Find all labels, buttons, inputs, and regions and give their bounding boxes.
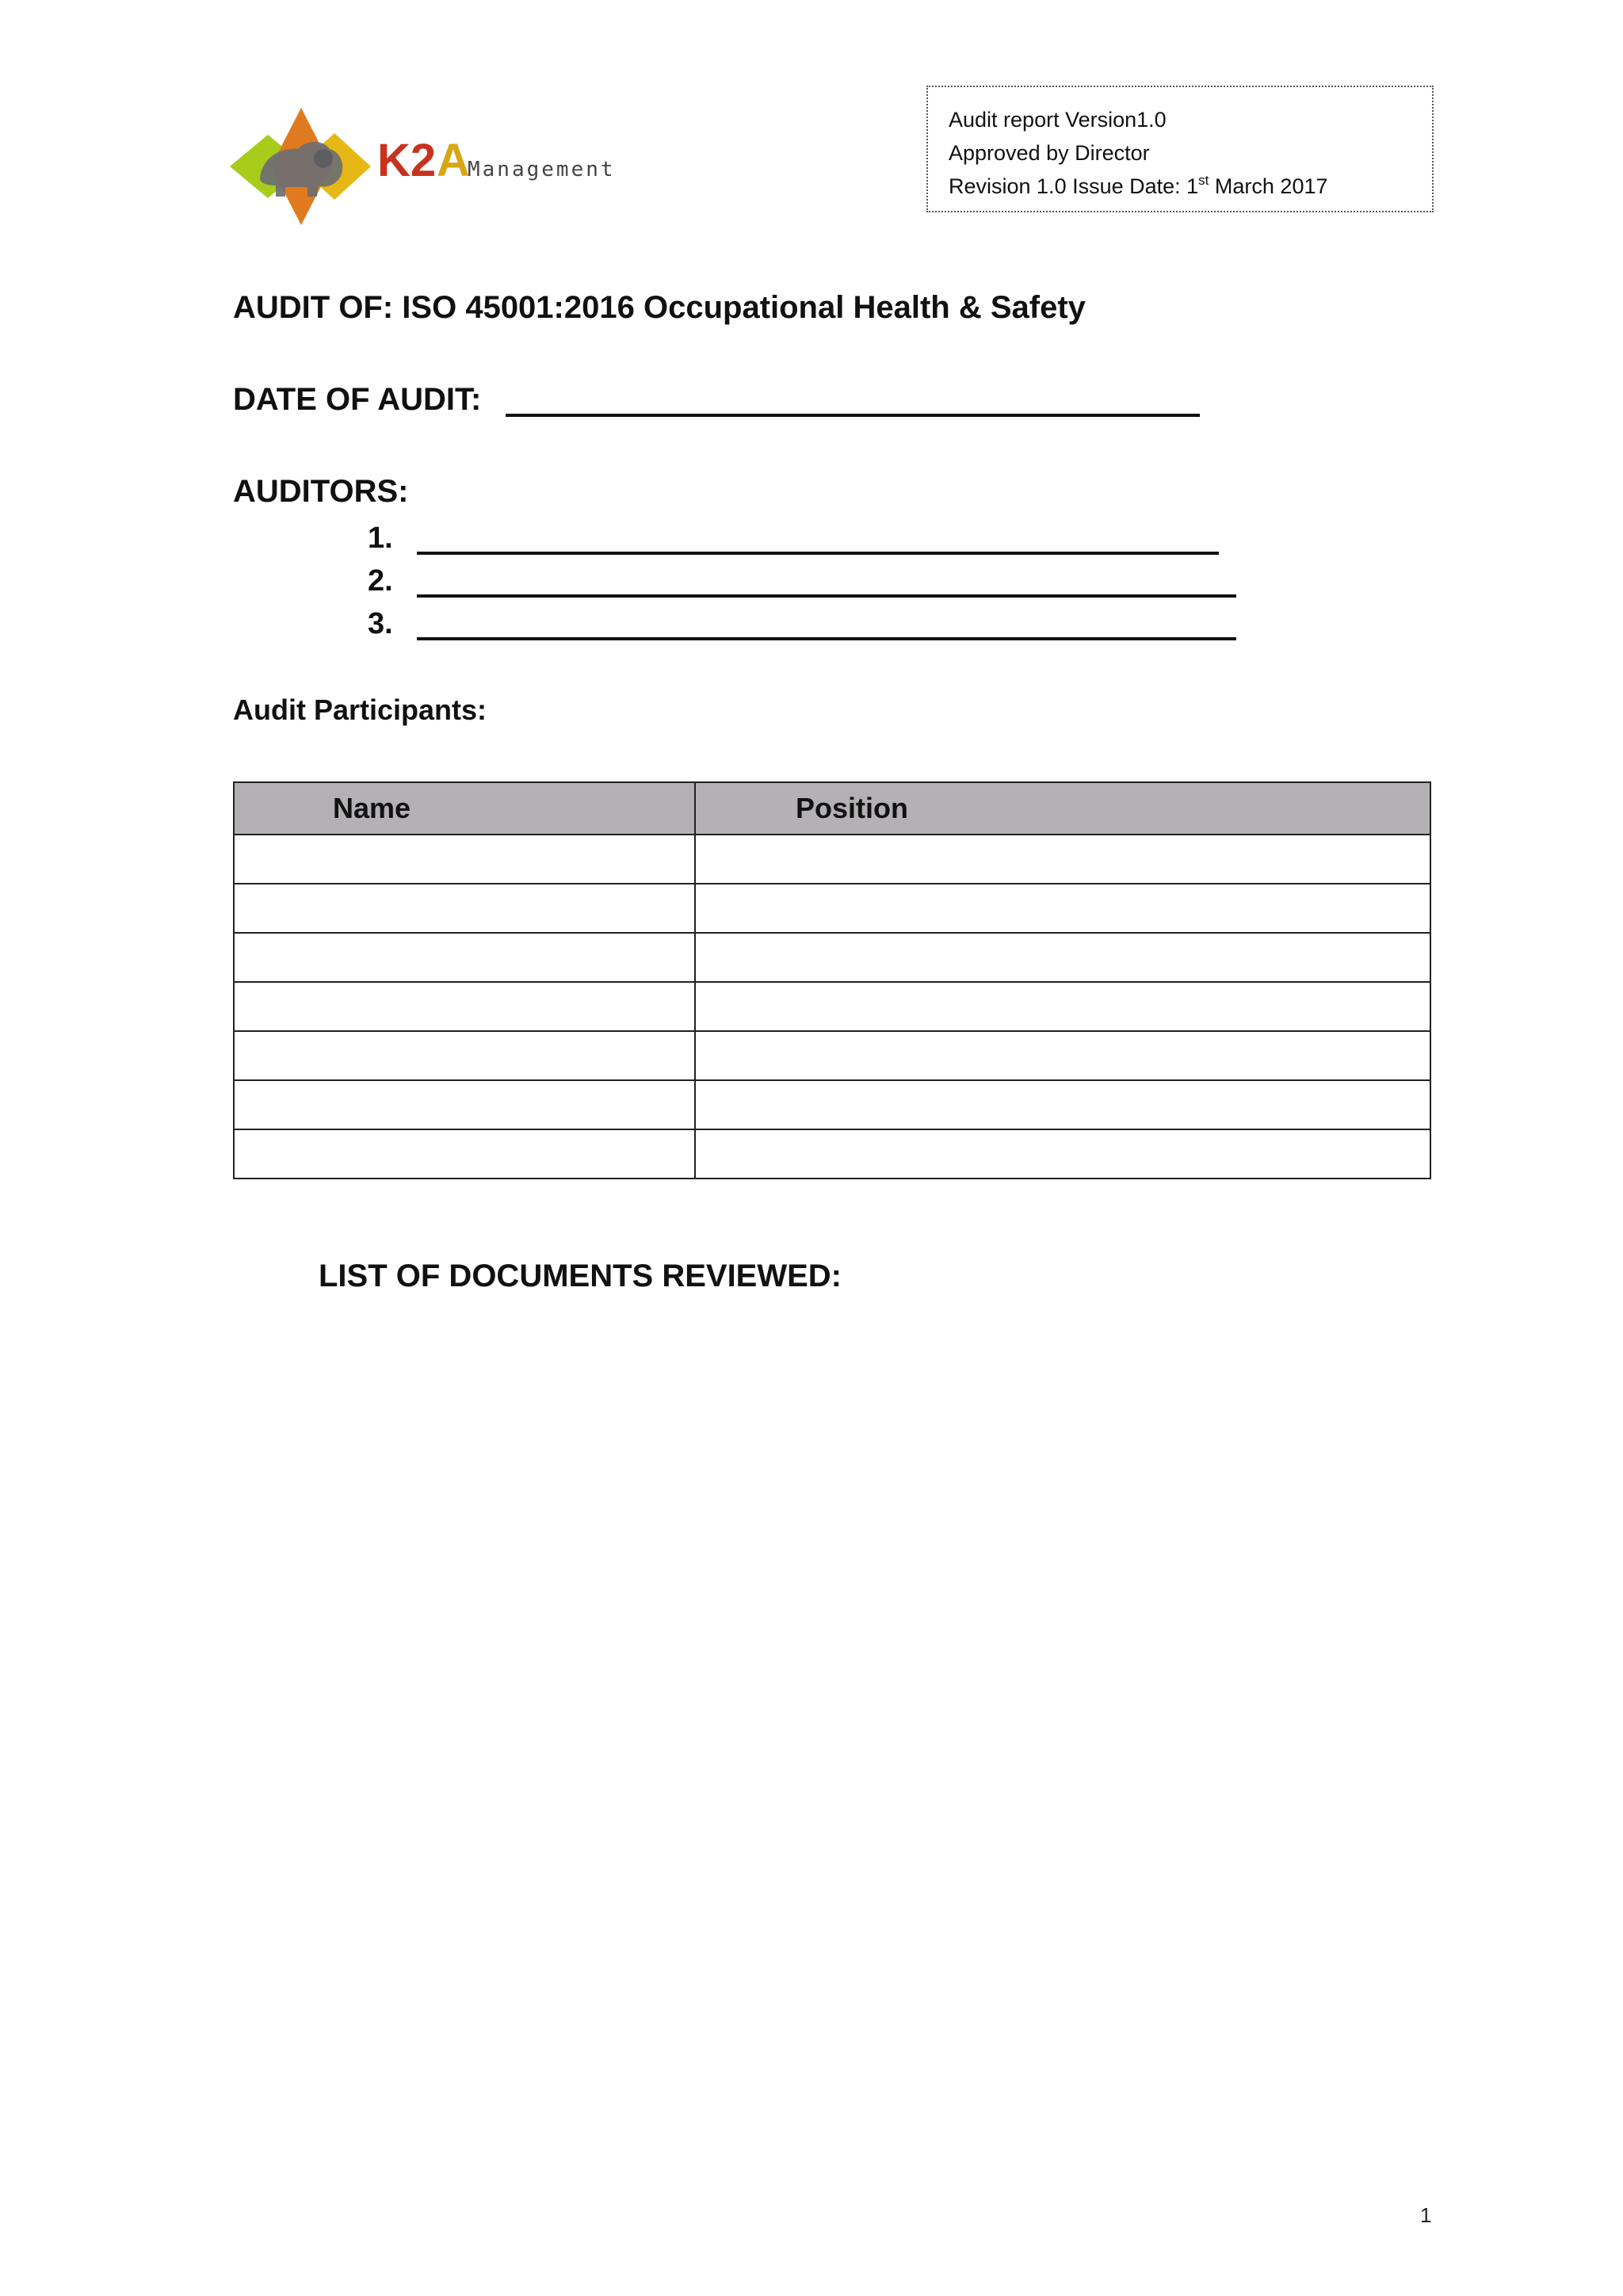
table-row — [234, 982, 1430, 1031]
auditor-number: 1. — [368, 521, 393, 555]
date-of-audit-label: DATE OF AUDIT: — [233, 382, 482, 417]
audit-title: AUDIT OF: ISO 45001:2016 Occupational Health & Safety — [233, 290, 1086, 325]
k2a-logo — [230, 103, 642, 230]
name-cell[interactable] — [234, 982, 695, 1031]
position-cell[interactable] — [695, 1031, 1430, 1080]
table-header-row — [234, 782, 1430, 835]
revision-line: Revision 1.0 Issue Date: 1st March 2017 — [949, 173, 1328, 198]
table-row — [234, 884, 1430, 933]
auditor-number: 2. — [368, 564, 393, 598]
k2a-logo-graphic — [230, 103, 642, 230]
audit-participants-label: Audit Participants: — [233, 693, 487, 726]
position-cell[interactable] — [695, 933, 1430, 982]
position-cell[interactable] — [695, 982, 1430, 1031]
name-cell[interactable] — [234, 884, 695, 933]
page-number: 1 — [1420, 2203, 1432, 2227]
svg-text:Management: Management — [468, 158, 616, 181]
table-row — [234, 1129, 1430, 1179]
position-cell[interactable] — [695, 1080, 1430, 1129]
document-control-box — [926, 86, 1434, 212]
date-of-audit-field[interactable] — [506, 414, 1200, 417]
position-cell[interactable] — [695, 884, 1430, 933]
position-column-header: Position — [695, 782, 1430, 835]
table-row — [234, 835, 1430, 884]
auditor-3-field[interactable] — [417, 637, 1236, 640]
table-row — [234, 933, 1430, 982]
participants-table — [233, 781, 1431, 1179]
name-cell[interactable] — [234, 835, 695, 884]
documents-reviewed-label: LIST OF DOCUMENTS REVIEWED: — [319, 1259, 842, 1293]
auditors-label: AUDITORS: — [233, 474, 409, 509]
auditor-number: 3. — [368, 607, 393, 640]
approval-line: Approved by Director — [949, 141, 1150, 165]
auditor-1-field[interactable] — [417, 552, 1219, 555]
svg-text:A: A — [437, 135, 470, 186]
table-row — [234, 1031, 1430, 1080]
version-line: Audit report Version1.0 — [949, 108, 1167, 132]
position-cell[interactable] — [695, 1129, 1430, 1179]
position-cell[interactable] — [695, 835, 1430, 884]
name-cell[interactable] — [234, 933, 695, 982]
name-column-header: Name — [234, 782, 695, 835]
name-cell[interactable] — [234, 1031, 695, 1080]
logo-k2a-text: K2 — [377, 135, 437, 186]
name-cell[interactable] — [234, 1129, 695, 1179]
name-cell[interactable] — [234, 1080, 695, 1129]
table-row — [234, 1080, 1430, 1129]
auditor-2-field[interactable] — [417, 594, 1236, 598]
